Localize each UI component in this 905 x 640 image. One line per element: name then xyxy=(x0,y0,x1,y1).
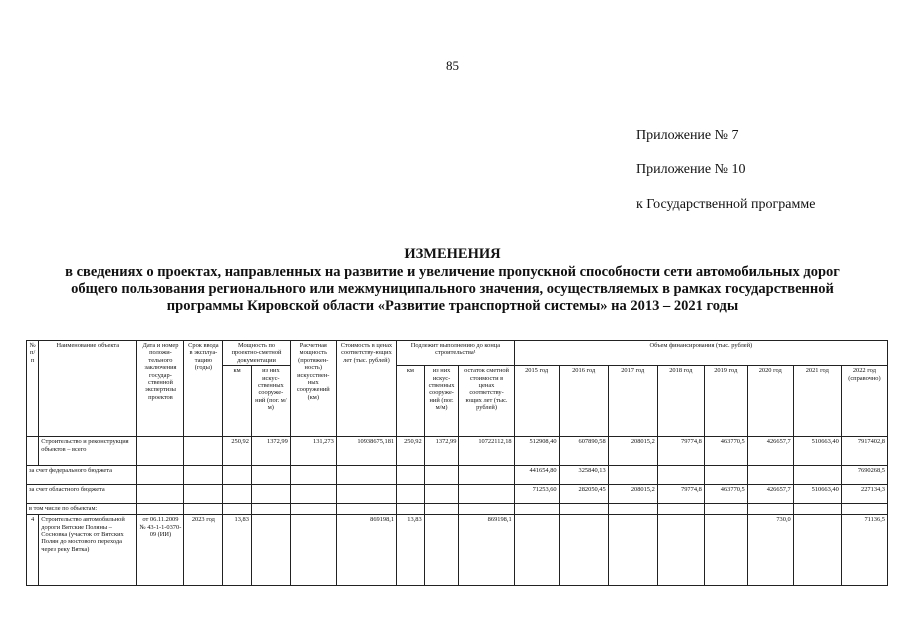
cell-year xyxy=(608,515,657,586)
cell-km: 250,92 xyxy=(223,437,252,466)
header-funding: Объем финансирования (тыс. рублей) xyxy=(514,341,887,366)
cell-num: 4 xyxy=(27,515,39,586)
cell-year: 730,0 xyxy=(747,515,793,586)
header-cost: Стоимость в ценах соответству-ющих лет (тыс. рублей) xyxy=(336,341,396,437)
header-year: 2020 год xyxy=(747,366,793,437)
header-calc-capacity: Расчетная мощность (протяжен-ность) искусствен-ных сооружений (км) xyxy=(290,341,336,437)
header-year: 2016 год xyxy=(559,366,608,437)
cell-empty xyxy=(793,504,841,515)
cell-year xyxy=(657,515,704,586)
cell-art: 1372,99 xyxy=(251,437,290,466)
header-term: Срок ввода в эксплуа-тацию (годы) xyxy=(184,341,223,437)
header-year: 2015 год xyxy=(514,366,559,437)
cell-cost xyxy=(336,485,396,504)
cell-art xyxy=(251,485,290,504)
cell-remaining xyxy=(459,485,514,504)
cell-empty xyxy=(336,504,396,515)
cell-term: 2023 год xyxy=(184,515,223,586)
cell-done-km xyxy=(397,485,425,504)
cell-year xyxy=(793,515,841,586)
cell-name: Строительство и реконструкция объектов – всего xyxy=(39,437,137,466)
header-done: Подлежит выполнению до конца строительства¹ xyxy=(397,341,515,366)
cell-calc xyxy=(290,515,336,586)
cell-date xyxy=(137,437,184,466)
header-year: 2017 год xyxy=(608,366,657,437)
cell-name: за счет областного бюджета xyxy=(27,485,137,504)
table-row xyxy=(27,504,888,515)
cell-cost: 10938675,181 xyxy=(336,437,396,466)
header-done-km: км xyxy=(397,366,425,437)
header-remaining: остаток сметной стоимости в ценах соответству-ющих лет (тыс. рублей) xyxy=(459,366,514,437)
cell-year: 325840,13 xyxy=(559,466,608,485)
cell-empty xyxy=(397,504,425,515)
cell-done-km xyxy=(397,466,425,485)
cell-name: Строительство автомобильной дороги Вятские Поляны – Сосновка (участок от Вятских Полян до мостового перехода через реку Вятка) xyxy=(39,515,137,586)
cell-year: 510663,40 xyxy=(793,437,841,466)
appendix-line-3: к Государственной программе xyxy=(636,197,816,212)
cell-calc xyxy=(290,466,336,485)
header-num: № п/п xyxy=(27,341,39,437)
cell-empty xyxy=(251,504,290,515)
cell-year: 208015,2 xyxy=(608,485,657,504)
header-date: Дата и номер положи-тельного заключения государ-ственной экспертизы проектов xyxy=(137,341,184,437)
cell-remaining: 10722112,18 xyxy=(459,437,514,466)
cell-empty xyxy=(514,504,559,515)
cell-year: 227134,3 xyxy=(841,485,887,504)
cell-date: от 06.11.2009 № 43-1-1-0370-09 (ИИ) xyxy=(137,515,184,586)
cell-term xyxy=(184,437,223,466)
cell-km xyxy=(223,485,252,504)
appendix-line-2: Приложение № 10 xyxy=(636,162,746,177)
header-year: 2019 год xyxy=(704,366,747,437)
cell-empty xyxy=(559,504,608,515)
cell-empty xyxy=(223,504,252,515)
header-year: 2021 год xyxy=(793,366,841,437)
cell-empty xyxy=(747,504,793,515)
cell-cost xyxy=(336,466,396,485)
cell-year: 71253,60 xyxy=(514,485,559,504)
document-subtitle-3: программы Кировской области «Развитие транспортной системы» на 2013 – 2021 годы xyxy=(166,298,739,314)
table-row xyxy=(27,485,888,504)
cell-calc: 131,273 xyxy=(290,437,336,466)
cell-cost: 869198,1 xyxy=(336,515,396,586)
cell-empty xyxy=(608,504,657,515)
cell-term xyxy=(184,466,223,485)
cell-km xyxy=(223,466,252,485)
cell-year xyxy=(793,466,841,485)
cell-done-art xyxy=(424,485,459,504)
appendix-line-1: Приложение № 7 xyxy=(636,128,739,143)
cell-empty xyxy=(137,504,184,515)
cell-art xyxy=(251,515,290,586)
table-row xyxy=(27,437,888,466)
cell-year xyxy=(559,515,608,586)
header-year: 2022 год (справочно) xyxy=(841,366,887,437)
header-row-1 xyxy=(27,341,888,366)
cell-year: 7917402,8 xyxy=(841,437,887,466)
cell-year xyxy=(657,466,704,485)
header-done-art: из них искус-ственных сооруже-ний (пог. м/м) xyxy=(424,366,459,437)
cell-empty xyxy=(424,504,459,515)
cell-done-art: 1372,99 xyxy=(424,437,459,466)
cell-empty xyxy=(459,504,514,515)
cell-done-art xyxy=(424,466,459,485)
cell-year xyxy=(704,466,747,485)
cell-date xyxy=(137,485,184,504)
cell-year: 441654,80 xyxy=(514,466,559,485)
cell-year: 426657,7 xyxy=(747,485,793,504)
cell-remaining: 869198,1 xyxy=(459,515,514,586)
cell-term xyxy=(184,485,223,504)
cell-empty xyxy=(657,504,704,515)
table-row xyxy=(27,466,888,485)
cell-empty xyxy=(290,504,336,515)
cell-year: 512908,40 xyxy=(514,437,559,466)
header-capacity: Мощность по проектно-сметной документации xyxy=(223,341,290,366)
document-subtitle-2: общего пользования регионального или межмуниципального значения, осуществляемых в рамках государственной xyxy=(71,281,834,297)
document-title: ИЗМЕНЕНИЯ xyxy=(404,246,501,262)
cell-year: 71136,5 xyxy=(841,515,887,586)
page-number: 85 xyxy=(446,58,459,73)
cell-done-art xyxy=(424,515,459,586)
cell-year xyxy=(514,515,559,586)
cell-remaining xyxy=(459,466,514,485)
cell-km: 13,83 xyxy=(223,515,252,586)
cell-year: 463770,5 xyxy=(704,437,747,466)
header-name: Наименование объекта xyxy=(39,341,137,437)
cell-year xyxy=(747,466,793,485)
cell-art xyxy=(251,466,290,485)
cell-year: 79774,8 xyxy=(657,485,704,504)
projects-table xyxy=(26,340,888,586)
cell-year: 79774,8 xyxy=(657,437,704,466)
cell-year xyxy=(704,515,747,586)
cell-name: за счет федерального бюджета xyxy=(27,466,137,485)
cell-year: 607890,58 xyxy=(559,437,608,466)
cell-done-km: 250,92 xyxy=(397,437,425,466)
cell-num xyxy=(27,437,39,466)
cell-empty xyxy=(704,504,747,515)
cell-year xyxy=(608,466,657,485)
cell-year: 463770,5 xyxy=(704,485,747,504)
cell-done-km: 13,83 xyxy=(397,515,425,586)
cell-year: 7690268,5 xyxy=(841,466,887,485)
cell-name: в том числе по объектам: xyxy=(27,504,137,515)
cell-empty xyxy=(184,504,223,515)
cell-date xyxy=(137,466,184,485)
header-km: км xyxy=(223,366,252,437)
cell-year: 510663,40 xyxy=(793,485,841,504)
cell-empty xyxy=(841,504,887,515)
document-subtitle-1: в сведениях о проектах, направленных на развитие и увеличение пропускной способности сети автомобильных дорог xyxy=(65,264,840,280)
cell-year: 208015,2 xyxy=(608,437,657,466)
table-row xyxy=(27,515,888,586)
header-art-struct: из них искус-ственных сооруже-ний (пог. м/м) xyxy=(251,366,290,437)
cell-year: 426657,7 xyxy=(747,437,793,466)
cell-year: 282050,45 xyxy=(559,485,608,504)
cell-calc xyxy=(290,485,336,504)
header-year: 2018 год xyxy=(657,366,704,437)
